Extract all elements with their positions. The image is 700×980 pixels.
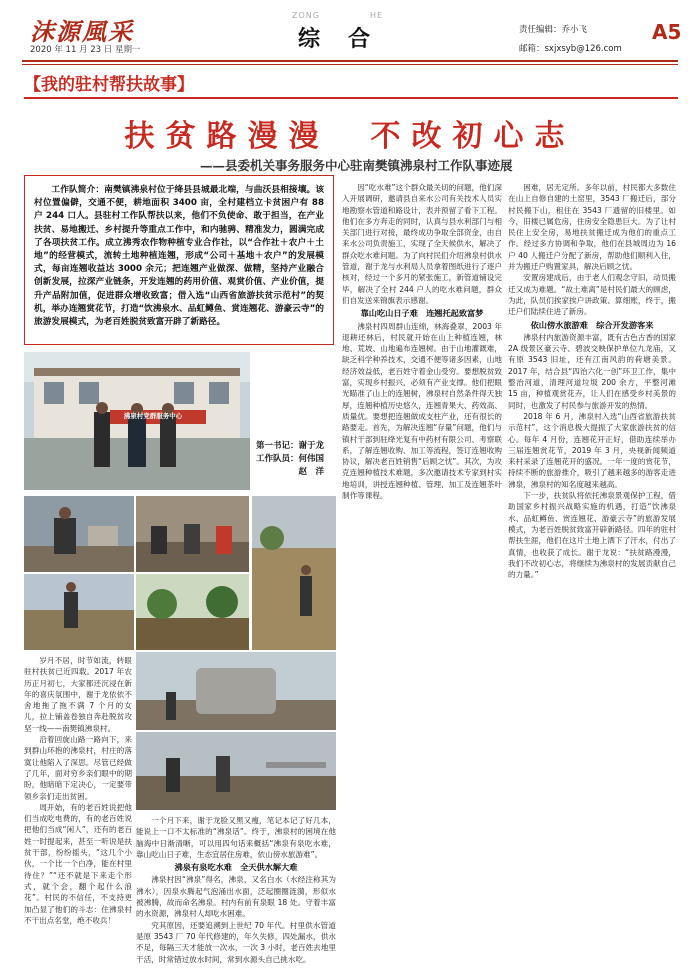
section-heading: 沸泉有泉吃水难 全天供水解大难 [174,862,298,873]
column-label: 【我的驻村帮扶故事】 [24,75,194,95]
photo-workers-pipes [136,732,336,810]
photo-worker-installing [24,496,134,572]
paragraph: 岁月不居，时节如流，转眼驻村扶贫已近四载。2017 年农历正月初七，大家都还沉浸在新年的喜庆氛围中，谢于龙依依不舍地拖了拖不满 7 个月的女儿，拉上铺盖卷独自奔赴脱贫攻坚一线——南樊镇沸泉村。 [24,656,132,733]
service-center-sign: 沸泉村党群服务中心 [123,412,183,420]
page-number: A5 [652,20,682,44]
paragraph: 困难，居无定所。多年以前，村民都大多数住在山上自修自建的土窑里，3543 厂搬迁后，部分村民搬下山，租住在 3543 厂遗留的旧楼里。如今，旧楼已属危房，住房安全隐患巨大。为了让村民住上安全房，易地扶贫搬迁成为他们的重点工作。经过多方协调和争取，他们在县城周边为 16 户 40 人搬迁户分配了新房，帮助他们顺利入住，并为搬迁户购置家具，解决后顾之忧。 [508,183,676,272]
article-column-2 [136,815,336,975]
team-caption: 第一书记：谢于龙 工作队员：何伟国 赵 洋 [256,441,325,477]
column-rule [24,97,678,99]
paragraph: 周开始，有的老百姓说把他们当成吃电费的，有的老百姓说把他们当成“闲人”，还有的老百姓一时提起来，甚至一听说是扶贫干部，纷纷摇头，“这几个小伙，一个比一个白净，能在村里待住？”“还不就是下来走个形式，就个会，翻个起什么浪花”。村民的不信任，不支持更加凸显了他们的斗志：住沸泉村不干出点名堂，绝不收兵！ [24,802,132,925]
section-heading: 依山傍水旅游难 综合开发游客来 [530,319,654,330]
paragraph: 沸泉村内旅游资源丰富，既有古色古香的国家 2A 级景区豪云寺、碧波交映保护单位九龙庙，又有原 3543 旧址，还有江南风韵的荷塘美景。2017 年，结合县“四治六化一创”环卫工作，集中整治河道，清理河道垃圾 200 余方，平整河滩 15 亩，种植观赏花卉，让人们在感受乡村美景的同时，也激发了村民参与旅游开发的热情。 [508,332,676,410]
paragraph: 究其原因，还要追溯到上世纪 70 年代。村里供水管道是原 3543 厂 70 年代修建的，年久失修，四处漏水，供水不足，每隔三天才能放一次水，一次 3 小时，老百姓去地里干活，时常错过放水时间，常到水源头自己挑水吃。 [136,920,336,964]
article-column-4 [508,182,676,975]
team-intro-text: 工作队简介：南樊镇沸泉村位于绛县县城最北端，与曲沃县相接壤。该村位置偏僻，交通不便，耕地面积 3400 亩，全村建档立卡贫困户有 88 户 244 口人。县驻村工作队帮扶以来，他们不负使命、敢于担当，在产业扶贫、易地搬迁、乡村提升等重点工作中，和内驰骋、精准发力，圆满完成了各项扶贫工作。成立沸秀农作物种植专业合作社，以“合作社＋农户＋土地”的经营模式，流转土地种植连翘，形成“公司＋基地＋农户”的发展模式，每亩连翘收益达 3000 余元；把连翘产业做深、做精，坚持产业融合创新发展，拉深产业链条，开发连翘的药用价值、观赏价值、产业价值，提升产品附加值，促进群众增收致富；借入选“山西省旅游扶贫示范村”的契机，举办连翘赏花节，打造“饮沸泉水、品虹鳟鱼、赏连翘花、游豪云寺”的旅游发展模式，为老百姓脱贫致富开辟了新路径。 [34,185,324,328]
photo-water-tank [136,652,336,730]
issue-date: 2020 年 11 月 23 日 星期一 [30,45,141,55]
paragraph: 下一步，扶贫队将依托沸泉景观保护工程，借助国家乡村振兴战略实施的机遇，打造“饮沸泉水、品虹鳟鱼、赏连翘花、游豪云寺”的旅游发展模式，为老百姓脱贫致富开辟新路径。四年的驻村帮扶生涯，他们在这片土地上洒下了汗水，付出了真情，也收获了成长。谢于龙说：“扶贫路漫漫，我们不改初心志，将继续为沸泉村的发展贡献自己的力量。” [508,491,676,580]
responsible-editor: 责任编辑：乔小飞 [519,25,588,35]
subheadline: ——县委机关事务服务中心驻南樊镇沸泉村工作队事迹展 [200,158,513,173]
section-pinyin-zong: ZONG [292,11,320,20]
article-column-1 [24,655,132,975]
paragraph: 2018 年 6 月，沸泉村入选“山西省旅游扶贫示范村”，这个消息极大提振了大家旅游扶贫的信心。每年 4 月份，连翘花开正好，借助连续举办三届连翘赏花节，2019 年 3 月，央视新闻频道来村采录了连翘花开的盛况。一年一度的赏花节，持续不断的旅游推介，吸引了越来越多的游客走进沸泉，沸泉村的知名度越来越高。 [508,411,676,489]
editor-email: 邮箱：sxjxsyb@126.com [519,44,622,54]
paragraph: 安置房建成后，由于老人们观念守旧，动员搬迁又成为难题。“故土难离”是村民们最大的顾虑，为此，队员们挨家挨户讲政策、算细账，终于，搬迁户们陆续住进了新房。 [508,273,676,317]
article-column-3 [342,182,502,975]
photo-field-inspection [24,574,134,650]
paragraph: 沿着回旋山路一路向下，来到群山环抱的沸泉村，村庄的落寞让他陷入了深思。尽管已经做了几年，面对穷乡亲们眼中的期盼，他暗暗下定决心，一定要带领乡亲们走出贫困。 [24,735,132,801]
team-photo [24,352,250,490]
masthead-title: 沫源風采 [30,17,134,46]
paragraph: 一个月下来，谢于龙脸又黑又瘦，笔记本记了好几本，能说上一口不太标准的“沸泉话”。终于，沸泉村的困境在他脑海中日渐清晰，可以用四句话来概括“沸泉有泉吃水难，靠山吃山日子难，生态宜居住房难，依山傍水旅游难”。 [136,816,336,859]
team-intro-box [24,175,334,345]
photo-planting-field [252,496,336,650]
masthead-rule [22,60,678,62]
section-heading: 靠山吃山日子难 连翘托起致富梦 [360,308,484,319]
section-pinyin-he: HE [370,11,384,20]
paragraph: 沸泉村因“沸泉”得名，沸泉，又名白水（水经注称其为沸水），因泉水腾起气泡涌出水面，泛起圈圈涟漪，形似水被沸腾，故而命名沸泉。村内有前有泉眼 18 处。守着丰富的水资源，沸泉村人却吃水困难。 [136,875,336,919]
photo-forest-trees [136,574,249,650]
paragraph: 沸泉村四周群山连绵，林海叠翠，2003 年退耕还林后，村民就开始在山上种植连翘，林地、荒坡、山地遍布连翘树。由于山地灌溉难，缺乏科学种养技术，交通不便等诸多因素，山地经济效益低，老百姓守着金山受穷。要想脱贫致富，实现乡村振兴，必须有产业支撑。他们把眼光瞄准了山上的连翘树，沸泉村自然条件得天独厚，连翘种植历史悠久，连翘青果大、药效高、质量优。要想把连翘做成支柱产业，还有很长的路要走。首先，为解决连翘“存量”问题，他们与镇村干部到驻绛光复有中药材有限公司、考察联系，了解连翘收购、加工等流程，签订连翘收购协议，解决老百姓销售“后顾之忧”。其次，为攻克连翘种植技术难题，多次邀请技术专家到村实地培训，讲授连翘种植、管理、加工及连翘茶叶制作等课程。 [342,321,502,501]
photo-village-meeting [136,496,249,572]
headline: 扶贫路漫漫 不改初心志 [124,119,576,154]
paragraph: 因“吃水难”这个群众最关切的问题，他们深入开展调研，邀请县自来水公司有关技术人员实地勘察水管道和路设计，表并预留了看下工程。他们在多方奔走的同时，认真与县水利部门与相关部门进行对接，最终成功争取全部资金，由自来水公司负责施工，实现了全天候供水，解决了群众吃水难问题。为了向村民们介绍沸泉村供水管道，谢于龙与水利局人员拿着图纸进行了逐户核对，经过一个多月的紧张施工，新管道铺设完毕，解决了全村 244 户人的吃水难问题，群众们自发送来锦旗表示感谢。 [342,183,502,305]
masthead-rule-thin [22,64,678,65]
section-title: 综合 [298,26,399,52]
